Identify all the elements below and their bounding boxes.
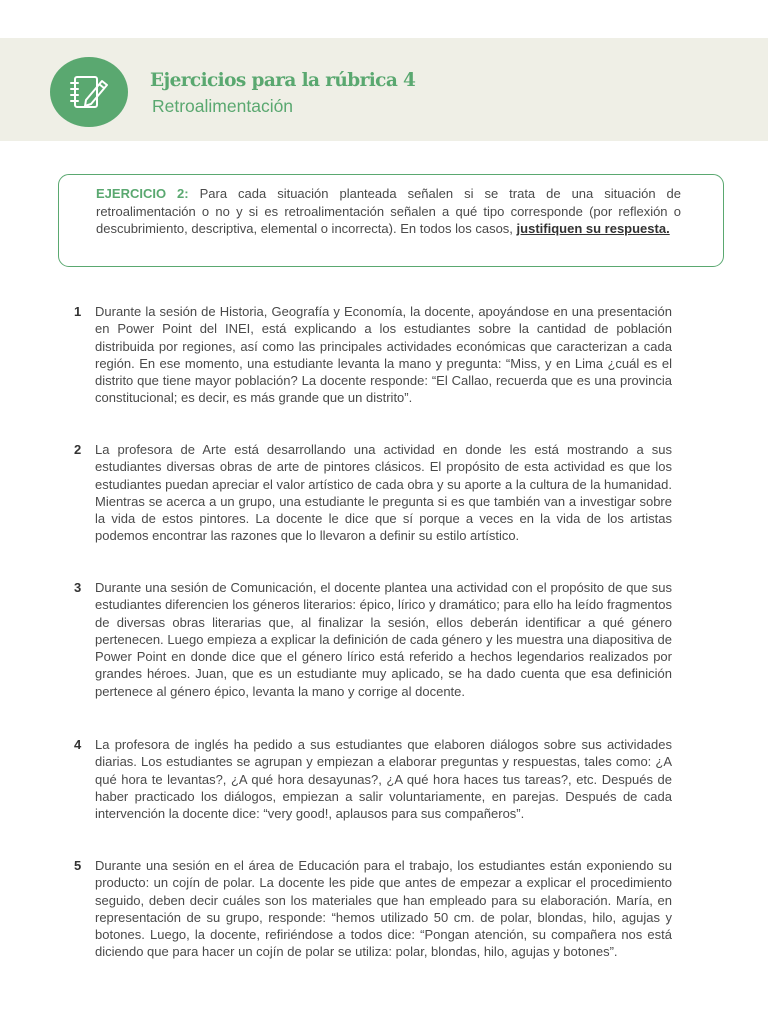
case-text: La profesora de Arte está desarrollando una actividad en donde les está mostrando a sus estudiantes diversas obras de arte de pintores clásicos. El propósito de esta actividad es que los estudiantes puedan apreciar el valor artístico de cada obra y su aporte a la cultura de la humanidad. Mientras se acerca a un grupo, una estudiante le pregunta si es que también van a investigar sobre la vida de estos pintores. La docente le dice que sí porque a veces en la vida de los artistas podemos encontrar las razones que lo llevaron a definir su estilo artístico. [95, 442, 672, 544]
exercise-text: Para cada situación planteada señalen si se trata de una situación de retroalimentación o no y si es retroalimentación señalen a qué tipo corresponde (por reflexión o descubrimiento, descriptiva, elemental o incorrecta). En todos los casos, [96, 186, 681, 237]
case-text: Durante una sesión en el área de Educación para el trabajo, los estudiantes están exponiendo su producto: un cojín de polar. La docente les pide que antes de empezar a explicar el procedimiento seguido, deben decir cuáles son los materiales que han empleado para su elaboración. María, en representación de su grupo, responde: “hemos utilizado 50 cm. de polar, blondas, hilo, agujas y botones. Luego, la docente, refiriéndose a todos dice: “Pongan atención, su compañera nos está diciendo que para hacer un cojín de polar se utiliza: polar, blondas, hilo, agujas y botones”. [95, 858, 672, 960]
header-band [0, 38, 768, 141]
case-number: 2 [74, 442, 82, 457]
case-number: 3 [74, 580, 82, 595]
exercise-instructions-box [58, 174, 724, 267]
case-number: 1 [74, 304, 82, 319]
page-subtitle: Retroalimentación [152, 96, 294, 116]
exercise-emphasis: justifiquen su respuesta. [516, 221, 670, 237]
case-text: Durante una sesión de Comunicación, el docente plantea una actividad con el propósito de que sus estudiantes diferencien los géneros literarios: épico, lírico y dramático; para ello ha leído fragmentos de diversas obras literarias que, al finalizar la sesión, ellos deberán identificar a qué género pertenecen. Luego empieza a explicar la definición de cada género y les muestra una diapositiva de Power Point en donde dice que el género lírico está referido a hechos legendarios realizados por grandes héroes. Juan, que es un estudiante muy aplicado, se ha dado cuenta que esa definición pertenece al género épico, levanta la mano y corrige al docente. [95, 580, 672, 699]
case-number: 4 [74, 737, 82, 752]
exercise-label: EJERCICIO 2: [96, 186, 189, 201]
exercise-instructions [96, 185, 681, 238]
page-title: Ejercicios para la rúbrica 4 [150, 70, 416, 91]
notebook-pen-icon [50, 57, 128, 127]
notebook-pen-icon-graphic [66, 72, 112, 112]
case-text: Durante la sesión de Historia, Geografía y Economía, la docente, apoyándose en una presentación en Power Point del INEI, está explicando a los estudiantes sobre la cantidad de población distribuida por regiones, así como las principales actividades económicas que caracterizan a cada región. En ese momento, una estudiante levanta la mano y pregunta: “Miss, y en Lima ¿cuál es el distrito que tiene mayor población? La docente responde: “El Callao, recuerda que es una provincia constitucional; es decir, es más grande que un distrito”. [95, 304, 672, 406]
case-number: 5 [74, 858, 82, 873]
case-text: La profesora de inglés ha pedido a sus estudiantes que elaboren diálogos sobre sus actividades diarias. Los estudiantes se agrupan y empiezan a elaborar preguntas y respuestas, tales como: ¿A qué hora te levantas?, ¿A qué hora desayunas?, ¿A qué hora haces tus tareas?, etc. Después de haber practicado los diálogos, empiezan a salir voluntariamente, en parejas. Después de cada intervención la docente dice: “very good!, aplausos para sus compañeros”. [95, 737, 672, 822]
